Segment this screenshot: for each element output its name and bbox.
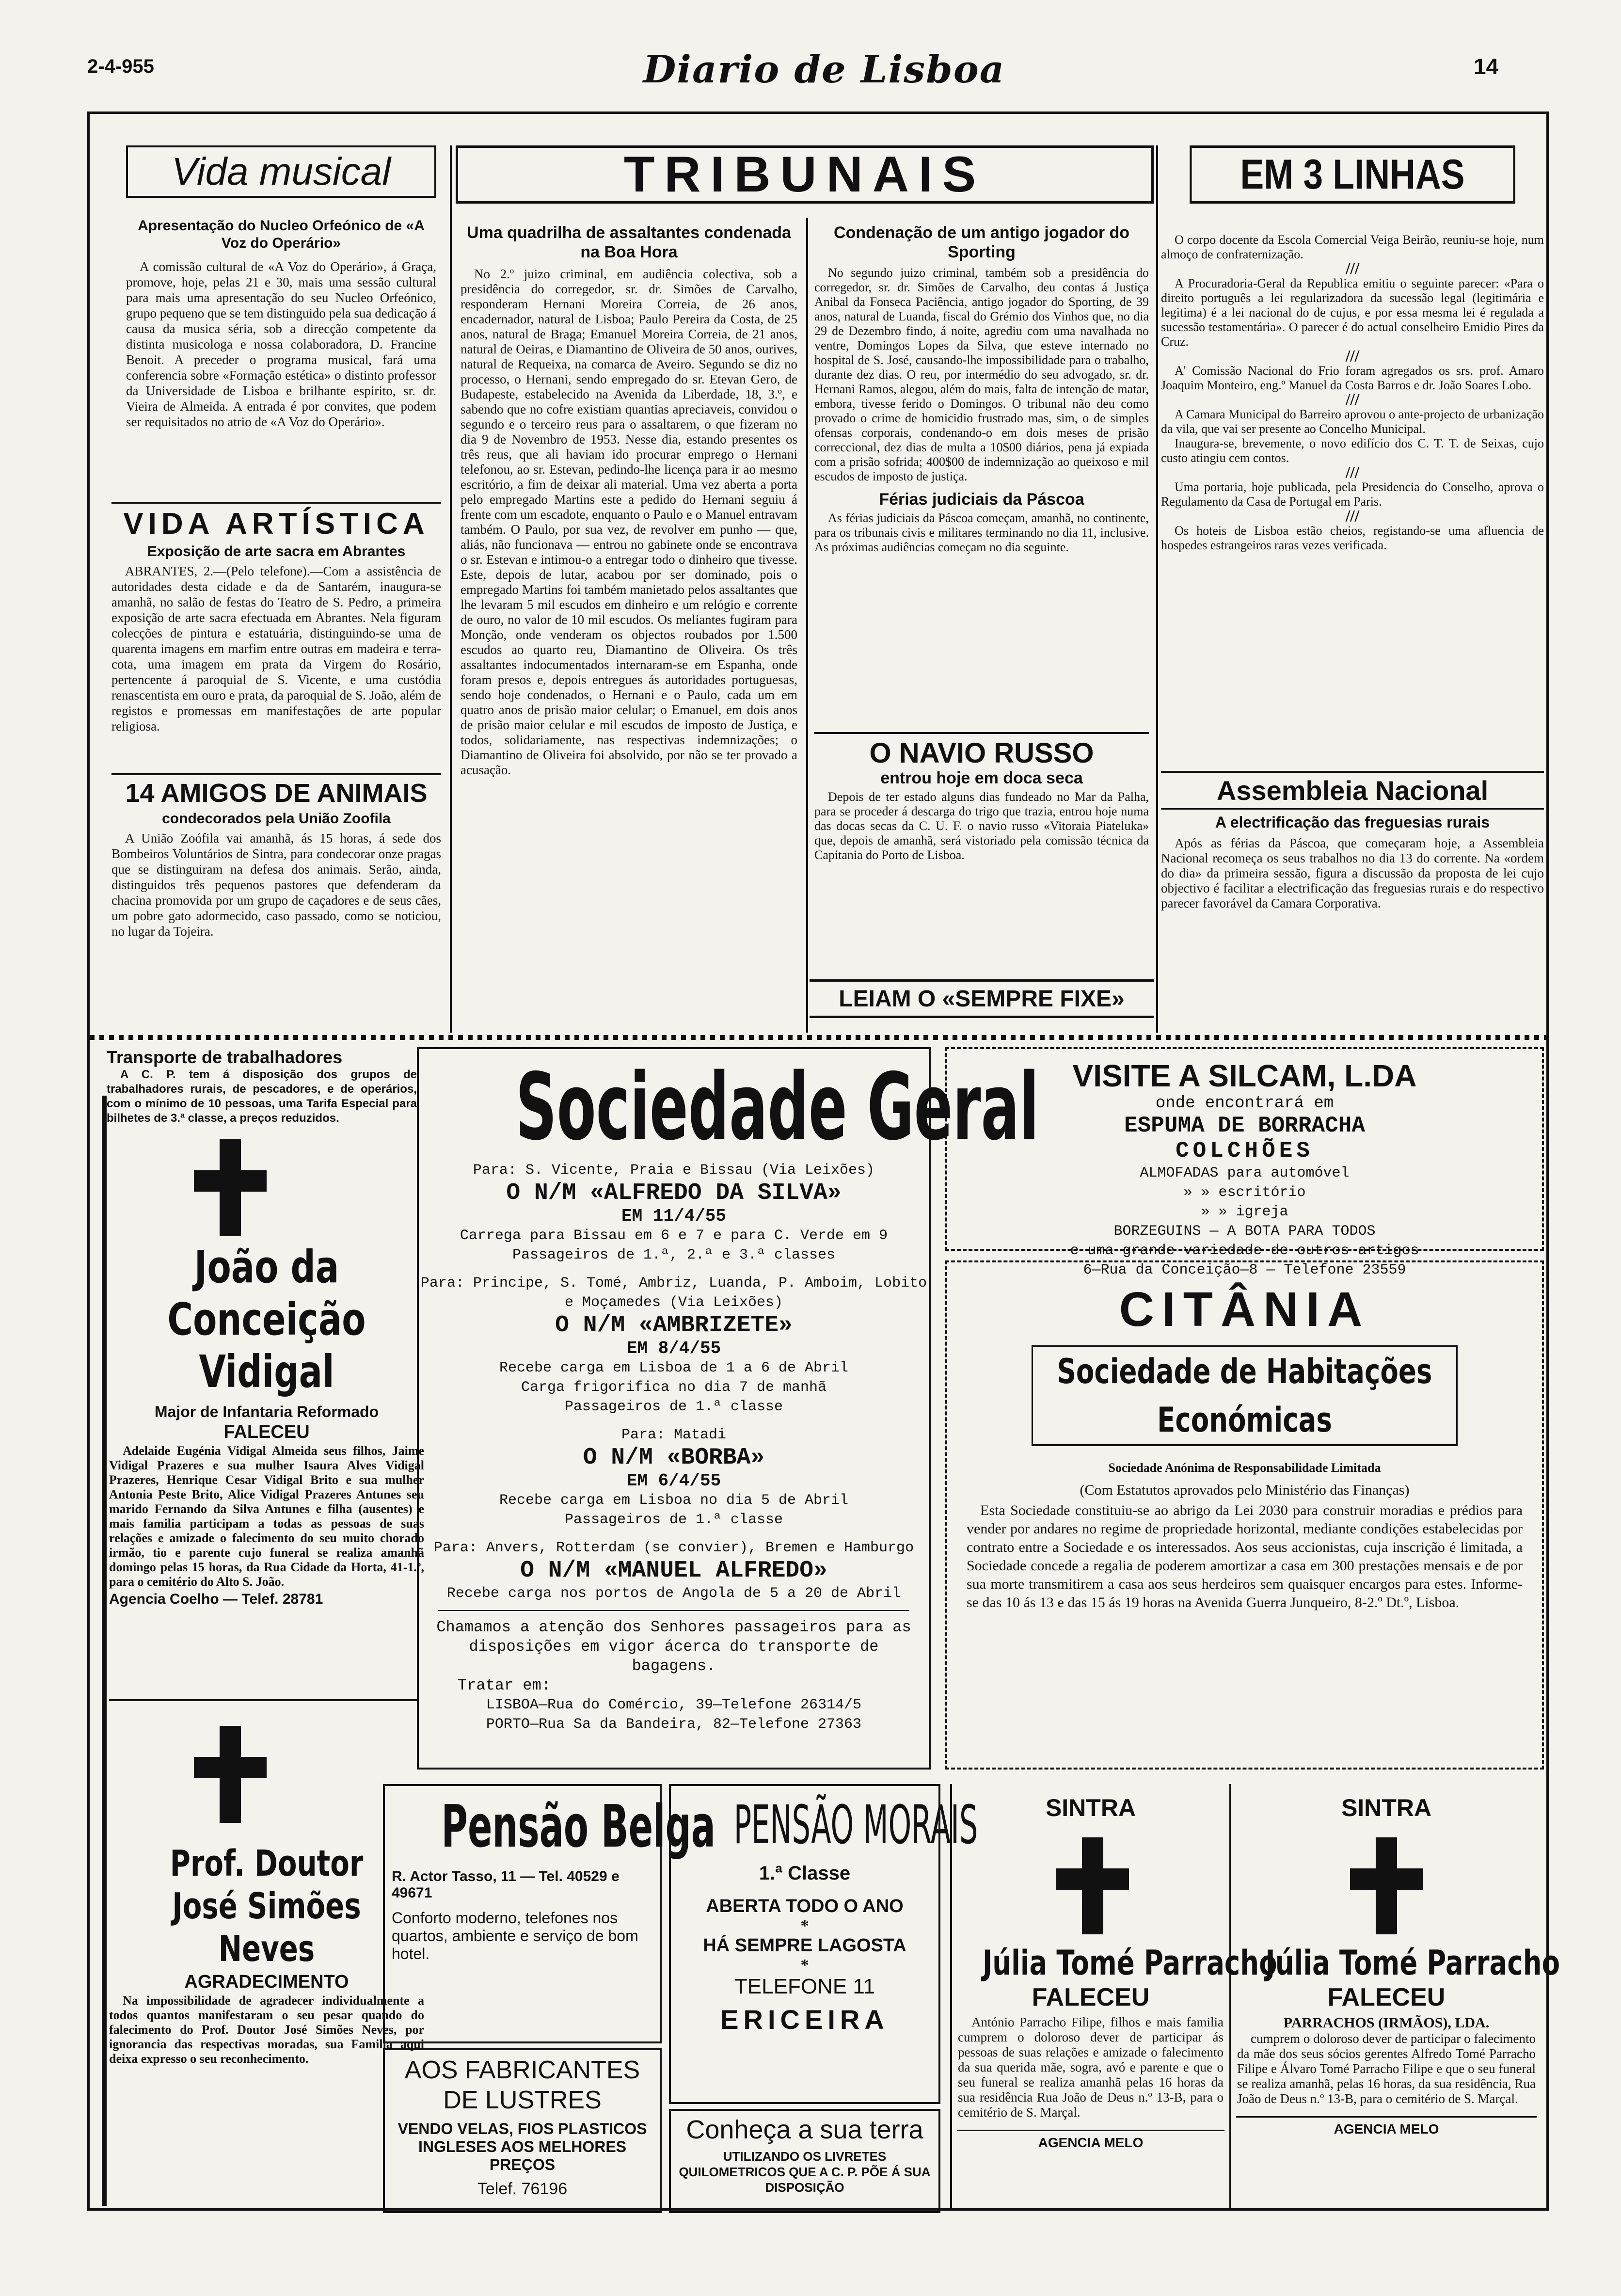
pensao-belga-title: Pensão Belga [441,1793,716,1861]
funeral-agency: AGENCIA MELO [957,2130,1224,2151]
obituary-body [109,1993,424,2066]
obituary-parracho-2 [1231,1784,1560,2211]
obituary-name: Júlia Tomé Parracho [982,1943,1277,1983]
news-brief: Os hoteis de Lisboa estão cheios, registando-se uma afluencia de hospedes estrangeiros raras vezes verificada. [1161,524,1544,552]
ship-date: EM 11/4/55 [621,1206,727,1226]
pensao-belga-body: Conforto moderno, telefones nos quartos, ambiente e serviço de bom hotel. [392,1909,638,1962]
amigos-animais-section [111,773,441,939]
brief-separator: /// [1345,463,1360,481]
obituary-place: SINTRA [1341,1794,1432,1821]
ship-info: Passageiros de 1.ª classe [564,1512,783,1528]
vida-musical-headline: Apresentação do Nucleo Orfeónico de «A Voz do Operário» [138,218,425,251]
obituary-status: FALECEU [1032,1983,1150,2011]
tribunais-banner [456,145,1154,204]
news-brief: Inaugura-se, brevemente, o novo edifício dos C. T. T. de Seixas, cujo custo atingiu cem contos. [1161,436,1544,465]
cross-icon [1350,1837,1423,1934]
brief-separator: /// [1345,391,1360,409]
newspaper-masthead: Diario de Lisboa [643,48,1005,92]
lustres-phone: Telef. 76196 [477,2180,568,2198]
amigos-animais-headline: condecorados pela União Zoofila [162,811,391,827]
brief-separator: /// [1345,507,1360,525]
sociedade-geral-title: Sociedade Geral [515,1053,1039,1161]
navio-russo-title: O NAVIO RUSSO [814,732,1149,769]
conheca-ad [669,2109,940,2213]
lustres-title: AOS FABRICANTES DE LUSTRES [404,2056,640,2114]
ad-line: BORZEGUINS — A BOTA PARA TODOS [1113,1223,1376,1240]
ship-name: O N/M «AMBRIZETE» [555,1312,793,1339]
ship-info: Passageiros de 1.ª, 2.ª e 3.ª classes [512,1247,836,1263]
article-paragraph: ABRANTES, 2.—(Pelo telefone).—Com a assistência de autoridades desta cidade e da de Santarém, inaugura-se amanhã, no salão de festas do Teatro de S. Pedro, a primeira exposição de arte sacra efectuada em Abrantes. Nela figuram colecções de pintura e estatuária, distinguindo-se uma de quarenta imagens em marfim entre outras em madeira e terra-cota, uma imagem em prata da Virgem do Rosário, pertencente á paroquial de S. Vicente, e uma custódia renascentista em ouro e prata, da paroquial de S. João, além de registos e promessas em manifestações de arte popular religiosa. [111,564,441,733]
citania-subtitle: Sociedade de Habitações Económicas [1032,1345,1458,1446]
ad-line: TELEFONE 11 [734,1975,875,1998]
article-paragraph: Na impossibilidade de agradecer individualmente a todos quantos manifestaram o seu pesar quando do falecimento do Prof. Doutor José Simões Neves, por ignorancia das respectivas moradas, sua Familia aqui deixa expresso o seu reconhecimento. [109,1993,424,2066]
article-paragraph: A União Zoófila vai amanhã, ás 15 horas, á sede dos Bombeiros Voluntários de Sintra, para condecorar onze pragas que se distinguiram na defesa dos animais. Serão, ainda, distinguidos três pequenos pastores que defenderam da chacina promovida por um grupo de caçadores e de seus cães, um pobre gato adormecido, caso passado, como se noticiou, no lugar da Tojeira. [111,831,441,939]
vida-musical-title: Vida musical [126,145,436,198]
tribunais-body-2 [814,266,1149,484]
article-paragraph: As férias judiciais da Páscoa começam, amanhã, no continente, para os tribunais civis e militares terminando no dia 11, inclusive. As próximas audiências começam no dia seguinte. [814,511,1149,554]
ship-info: Recebe carga nos portos de Angola de 5 a 20 de Abril [446,1585,901,1602]
assembleia-title: Assembleia Nacional [1161,771,1544,810]
conheca-body: UTILIZANDO OS LIVRETES QUILOMETRICOS QUE A C. P. PÕE Á SUA DISPOSIÇÃO [679,2149,931,2195]
vida-artistica-section [111,502,441,734]
ad-line: onde encontrará em [1155,1094,1334,1113]
article-paragraph: Adelaide Eugénia Vidigal Almeida seus filhos, Jaime Vidigal Prazeres e sua mulher Isaura Alves Vidigal Prazeres, Henrique Cesar Vidigal Brito e sua mulher Antonia Peste Brito, Alice Vidigal Prazeres Antunes seu marido Fernando da Silva Antunes e filha (ausentes) e mais familia participam a todas as pessoas de suas relações e amizade o falecimento do seu muito chorado irmão, tio e parente cujo funeral se realiza amanhã domingo pelas 15 horas, da Rua Cidade da Horta, 41-1.º, para o cemitério do Alto S. João. [109,1444,424,1589]
ship-name: O N/M «ALFREDO DA SILVA» [506,1180,842,1206]
ship-date: EM 6/4/55 [626,1471,721,1491]
obituary-status: FALECEU [1327,1983,1446,2011]
baggage-notice: Chamamos a atenção dos Senhores passageiros para as disposições em vigor ácerca do transporte de bagagens. [436,1618,911,1675]
obituary-body [1231,2031,1542,2106]
pensao-belga-ad [383,1784,716,2043]
obituary-name: Júlia Tomé Parracho [1265,1943,1560,1983]
page-number: 14 [1474,54,1499,79]
tribunais-headline-2: Condenação de um antigo jogador do Sporting [833,223,1130,261]
navio-russo-body [814,790,1149,862]
ad-line: ABERTA TODO O ANO [706,1896,904,1916]
obituary-place: SINTRA [1045,1794,1136,1821]
ad-line: 6—Rua da Conceição—8 — Telefone 23559 [1083,1262,1406,1278]
section-divider [90,1035,1546,1040]
transporte-title: Transporte de trabalhadores [107,1047,343,1067]
news-brief: A Camara Municipal do Barreiro aprovou o ante-projecto de urbanização da vila, que vai ser presente ao Concelho Municipal. [1161,407,1544,436]
article-paragraph: António Parracho Filipe, filhos e mais familia cumprem o doloroso dever de participar ás pessoas de suas relações e amizade o falecimento da sua querida mãe, sogra, avó e parente e que o seu funeral se realiza amanhã pelas 16 horas da sua residência Rua João de Deus n.º 13-B, para o cemitério de S. Marçal. [958,2015,1224,2120]
article-paragraph: cumprem o doloroso dever de participar o falecimento da mãe dos seus sócios gerentes Alfredo Tomé Parracho Filipe e Álvaro Tomé Parracho Filipe e que o seu funeral se realiza amanhã, pelas 16 horas, da sua residência, Rua João de Deus n.º 13-B, para o cemitério de S. Marçal. [1237,2031,1536,2106]
ship-name: O N/M «MANUEL ALFREDO» [520,1558,827,1584]
asterisk-icon: * [800,1917,809,1935]
obituary-status: FALECEU [223,1422,310,1442]
tribunais-headline-3: Férias judiciais da Páscoa [879,490,1084,509]
ship-info: Passageiros de 1.ª classe [564,1399,783,1415]
tribunais-body-1 [461,267,797,778]
ship-name: O N/M «BORBA» [583,1445,765,1471]
article-paragraph: No segundo juizo criminal, também sob a presidência do corregedor, sr. dr. Simões de Carvalho, deu contas á Justiça Anibal da Fonseca Paciência, antigo jogador do Sporting, de 39 anos, natural de Luanda, fiscal do Grémio dos Vinhos que, no dia 29 de Dezembro findo, á noite, agrediu com uma navalhada no ventre, Domingos Lopes da Silva, que esteve internado no hospital de S. José, causando-lhe impossibilidade para o trabalho, durante dez dias. O reu, por intermédio do seu advogado, sr. dr. Hernani Ramos, alegou, além do mais, falta de intenção de matar, embora, tivesse ferido o Domingos. O tribunal não deu como provado o crime de homicidio frustrado mas, sim, o de simples ofensas corporais, condenando-o em dois meses de prisão correccional, dez dias de multa a 10$00 diários, pena já expiada com a prisão sofrida; 400$00 de indemnização ao queixoso e mil escudos de imposto de justiça. [814,266,1149,483]
sociedade-geral-ad [417,1047,1039,1770]
obituary-vidigal [109,1241,424,1608]
column-rule [1156,145,1158,1033]
tribunais-col-b [814,223,1149,555]
em-3-linhas-items [1161,233,1544,553]
tribunais-body-3 [814,511,1149,555]
vida-artistica-body [111,563,441,734]
obituary-body [952,2015,1229,2120]
vida-artistica-headline: Exposição de arte sacra em Abrantes [147,543,406,559]
route-label: Para: Matadi [621,1427,727,1443]
ad-line: ALMOFADAS para automóvel [1140,1165,1350,1181]
transporte-section [107,1047,417,1126]
obituary-body [109,1444,424,1589]
ad-line: 1.ª Classe [759,1863,851,1884]
section-divider [109,1699,419,1701]
ship-date: EM 8/4/55 [626,1339,721,1358]
contact-porto: PORTO—Rua Sa da Bandeira, 82—Telefone 27363 [486,1716,862,1733]
vida-artistica-title: VIDA ARTÍSTICA [111,502,441,541]
citania-body [967,1501,1523,1612]
news-brief: A Procuradoria-Geral da Republica emitiu o seguinte parecer: «Para o direito português a lei regularizadora da sucessão legal (legitimária e legitima) é a lei nacional do de cujus, e por essa mesma lei é regulada a sucessão testamentária». O parecer é do actual conselheiro Emidio Pires da Cruz. [1161,276,1544,349]
obituary-name: Prof. Doutor José Simões Neves [170,1843,364,1970]
divider [438,1610,909,1611]
route-label: Para: Principe, S. Tomé, Ambriz, Luanda, P. Amboim, Lobito e Moçamedes (Via Leixões) [420,1275,927,1311]
column-rule [450,145,452,1033]
conheca-title: Conheça a sua terra [686,2115,923,2144]
news-brief: Uma portaria, hoje publicada, pela Presidencia do Conselho, aprova o Regulamento da Casa de Portugal em Paris. [1161,480,1544,509]
assembleia-headline: A electrificação das freguesias rurais [1215,813,1490,831]
funeral-agency: AGENCIA MELO [1236,2116,1537,2137]
obituary-parracho-1 [950,1784,1277,2211]
contact-label: Tratar em: [458,1676,551,1694]
contact-lisboa: LISBOA—Rua do Comércio, 39—Telefone 26314/5 [486,1697,862,1713]
ad-line: COLCHÕES [1176,1138,1314,1164]
citania-legal: Sociedade Anónima de Responsabilidade Limitada [1108,1461,1381,1475]
article-paragraph: A C. P. tem á disposição dos grupos de trabalhadores rurais, de pescadores, e de operários, com o mínimo de 10 pessoas, uma Tarifa Especial para bilhetes de 3.ª classe, a preços reduzidos. [107,1068,417,1125]
cross-icon [1056,1837,1129,1934]
navio-russo-headline: entrou hoje em doca seca [880,769,1083,787]
issue-date: 2-4-955 [87,56,154,77]
pensao-morais-ad [669,1784,978,2104]
ad-line: » » igreja [1201,1204,1288,1220]
ad-line: HÁ SEMPRE LAGOSTA [703,1935,906,1956]
brief-separator: /// [1345,347,1360,365]
obituary-name: João da Conceição Vidigal [167,1241,366,1398]
tribunais-col-a [461,223,797,778]
vida-musical-section [126,145,436,430]
ad-line: » » escritório [1183,1184,1306,1201]
ad-line: ESPUMA DE BORRACHA [1124,1113,1365,1138]
vida-musical-body [126,259,436,430]
em-3-linhas-section [1161,145,1544,553]
lustres-body: VENDO VELAS, FIOS PLASTICOS INGLESES AOS MELHORES PREÇOS [397,2120,647,2173]
lustres-ad [383,2048,662,2213]
article-paragraph: Depois de ter estado alguns dias fundeado no Mar da Palha, para se proceder á descarga do trigo que trazia, entrou hoje numa das docas secas da C. U. F. o navio russo «Vitoraia Piateluka» que, depois de amanhã, será vistoriado pela comissão técnica da Capitania do Porto de Lisboa. [814,790,1149,862]
article-paragraph: No 2.º juizo criminal, em audiência colectiva, sob a presidência do corregedor, sr. dr. Simões de Carvalho, responderam Hernani Moreira Correia, de 26 anos, encadernador, natural de Lisboa; Paulo Pereira da Costa, de 25 anos, natural de Braga; Emanuel Moreira Correia, de 21 anos, natural de Oeiras, e Diamantino de Oliveira de 50 anos, ourives, natural de Requeixa, na comarca de Aveiro. Segundo se diz no processo, o Hernani, sendo empregado do sr. Etevan Gero, de Budapeste, estabelecido na Avenida da Liberdade, 18, 3.º, e sabendo que no cofre existiam quantias apreciaveis, convidou o segundo e o terceiro reus para o assaltarem, o que fizeram no dia 9 de Novembro de 1953. Nesse dia, estando presentes os três reus, que ali haviam ido procurar emprego o Hernani telefonou, ao sr. Estevan, pedindo-lhe licença para ir ao mesmo escritório, a fim de deixar ali material. Uma vez aberta a porta pelo empregado Martins este a pedido do Hernani seguiu á frente com um escadote, enquanto o Paulo e o Manuel entravam também. O Paulo, por sua vez, de revolver em punho — que, aliás, não funcionava — entrou no gabinete onde se encontrava o sr. Estevan e intimou-o a entregar todo o dinheiro que tivesse. Este, depois de lutar, acabou por ser dominado, pois o empregado Martins foi também manietado pelos assaltantes que lhe levaram 5 mil escudos em dinheiro e um relógio e corrente de ouro, no valor de 10 mil escudos. Os meliantes fugiram para Monção, onde venderam os objectos roubados por 1.500 escudos ao quarto reu, Diamantino de Oliveira. Os três assaltantes indocumentados internaram-se em Espanha, onde foram presos e, depois entregues ás autoridades portuguesas, sendo hoje condenados, o Hernani e o Paulo, cada um em quatro anos de prisão maior celular; o Emanuel, em dois anos de prisão maior celular e mil escudos de imposto de Justiça, e todos, solidariamente, nas respectivas indemnizações; o Diamantino de Oliveira foi absolvido, por não se ter provado a acusação. [461,267,797,777]
column-rule [102,1096,107,2206]
navio-russo-section [814,732,1149,862]
article-paragraph: Após as férias da Páscoa, que começaram hoje, a Assembleia Nacional recomeça os seus trabalhos no dia 13 do corrente. Na «ordem do dia» da primeira sessão, figura a discussão da proposta de lei cujo objectivo é facilitar a electrificação das freguesias rurais e do respectivo parecer favorável da Camara Corporativa. [1161,836,1544,910]
em-3-linhas-title: EM 3 LINHAS [1190,145,1515,204]
ship-info: Carrega para Bissau em 6 e 7 e para C. Verde em 9 [460,1228,888,1244]
cross-icon [194,1726,267,1823]
tribunais-title: TRIBUNAIS [623,146,986,203]
news-brief: A' Comissão Nacional do Frio foram agregados os srs. prof. Amaro Joaquim Monteiro, eng.º Manuel da Costa Barros e dr. João Soares Lobo. [1161,364,1544,392]
assembleia-body [1161,836,1544,911]
article-paragraph: A comissão cultural de «A Voz do Operário», á Graça, promove, hoje, pelas 21 e 30, mais uma sessão cultural para mais uma apresentação do seu Nucleo Orfeónico, grupo pequeno que se tem distinguido pela sua dedicação á causa da musica séria, sob a direcção competente da distinta musicologa e nossa colaboradora, D. Francine Benoit. A preceder o programa musical, fará uma conferencia sobre «Formação estética» o distinto professor da Universidade de Lisboa e brilhante espirito, sr. dr. Vieira de Almeida. A entrada é por convites, que podem ser requisitados no atrio de «A Voz do Operário». [126,259,436,429]
route-label: Para: S. Vicente, Praia e Bissau (Via Leixões) [473,1162,875,1179]
cross-icon [194,1139,267,1236]
silcam-ad [945,1047,1544,1278]
brief-separator: /// [1345,260,1360,278]
obituary-simoes [109,1842,424,2066]
ship-info: Recebe carga em Lisboa de 1 a 6 de Abril [499,1360,849,1376]
pensao-belga-address: R. Actor Tasso, 11 — Tel. 40529 e 49671 [392,1868,620,1901]
article-paragraph: Esta Sociedade constituiu-se ao abrigo da Lei 2030 para construir moradias e prédios para vender por andares no regime de propriedade horizontal, mediante condições estabelecidas por contrato entre a Sociedade e os interessados. Aos seus accionistas, cuja inscrição é limitada, a Sociedade concede a regalia de poderem amortizar a casa em 300 prestações mensais e de por sua morte transmitirem a casa aos seus herdeiros sem quaisquer encargos para estes. Informe-se das 10 ás 13 e das 15 ás 19 horas na Avenida Guerra Junqueiro, 8-2.º Dt.º, Lisboa. [967,1502,1523,1610]
pensao-morais-title: PENSÃO MORAIS [733,1794,978,1856]
obituary-firm: PARRACHOS (IRMÃOS), LDA. [1283,2015,1490,2031]
citania-title: CITÂNIA [1119,1282,1370,1337]
route-label: Para: Anvers, Rotterdam (se convier), Bremen e Hamburgo [433,1540,914,1556]
amigos-animais-title: 14 AMIGOS DE ANIMAIS [111,773,441,808]
obituary-status: AGRADECIMENTO [184,1972,349,1992]
ship-info: Carga frigorifica no dia 7 de manhã [521,1379,827,1396]
citania-ad [945,1260,1544,1770]
column-rule [806,218,808,1033]
funeral-agency: Agencia Coelho — Telef. 28781 [109,1591,323,1607]
transporte-body [107,1068,417,1126]
assembleia-section [1161,771,1544,911]
amigos-animais-body [111,830,441,939]
silcam-title: VISITE A SILCAM, L.DA [1072,1058,1417,1093]
ad-line: ERICEIRA [720,2004,889,2035]
news-brief: O corpo docente da Escola Comercial Veiga Beirão, reuniu-se hoje, num almoço de confraternização. [1161,233,1544,261]
leiam-sempre-fixe-banner: LEIAM O «SEMPRE FIXE» [810,979,1154,1018]
tribunais-headline-1: Uma quadrilha de assaltantes condenada na Boa Hora [467,223,791,261]
citania-statutes: (Com Estatutos aprovados pelo Ministério das Finanças) [1080,1482,1410,1498]
obituary-rank: Major de Infantaria Reformado [154,1403,379,1420]
asterisk-icon: * [800,1956,809,1974]
ship-info: Recebe carga em Lisboa no dia 5 de Abril [499,1492,849,1509]
ad-line: e uma grande variedade de outros artigos [1070,1243,1419,1259]
